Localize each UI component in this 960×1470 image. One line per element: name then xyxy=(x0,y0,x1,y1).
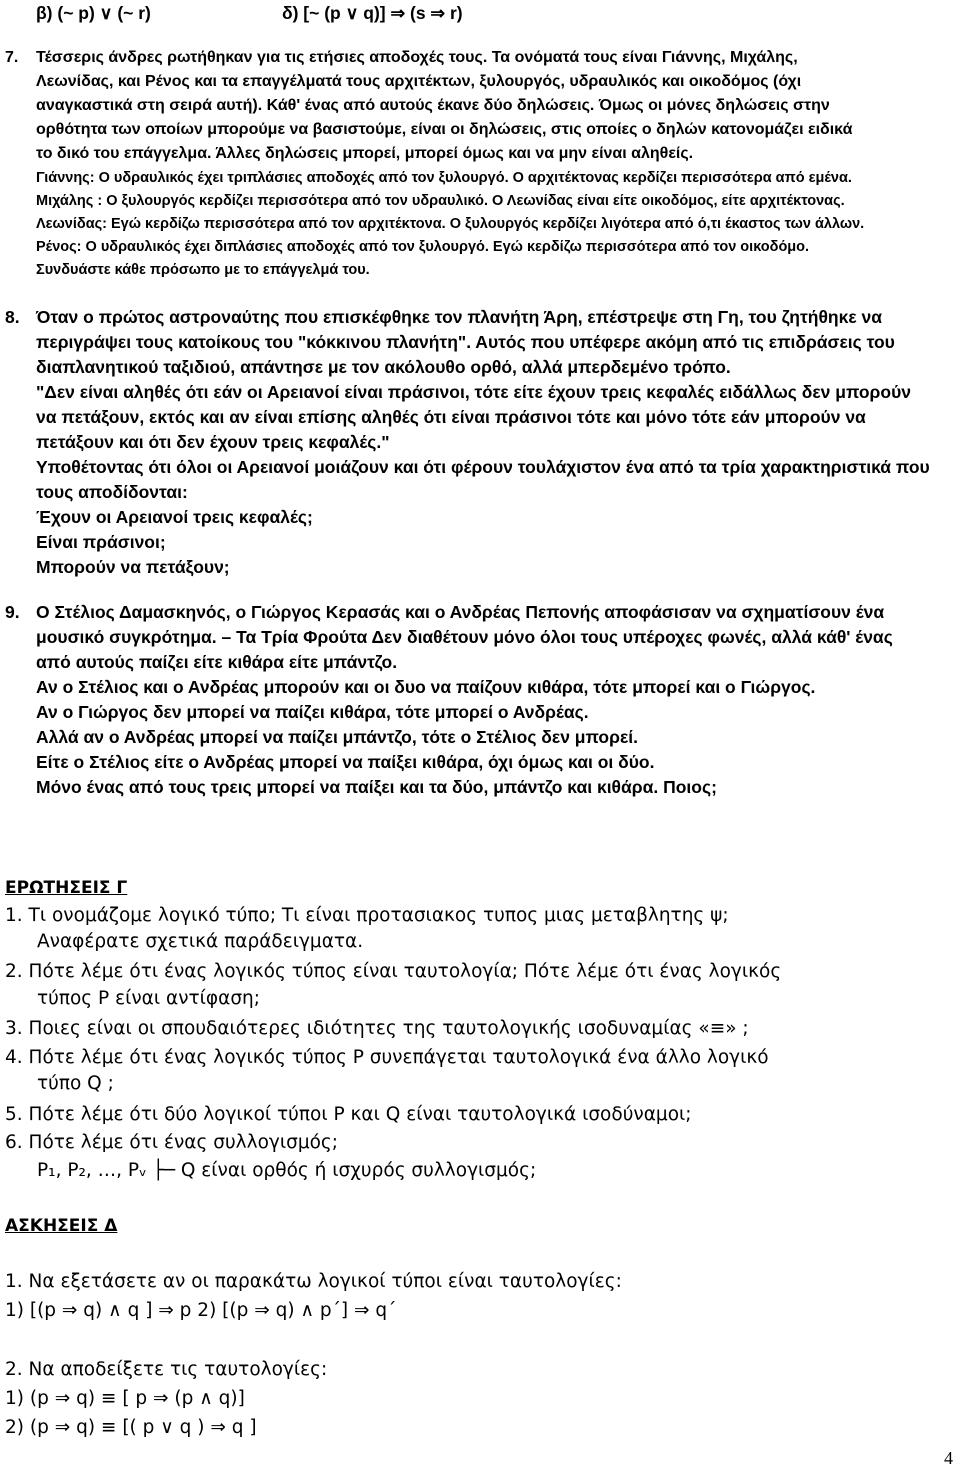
question-6-formula: P₁, P₂, …, Pᵥ ├─ Q είναι ορθός ή ισχυρός συλλογισμός; xyxy=(37,1160,537,1181)
question-4: 4. Πότε λέμε ότι ένας λογικός τύπος P συνεπάγεται ταυτολογικά ένα άλλο λογικό xyxy=(5,1047,769,1068)
question-1-cont: Αναφέρατε σχετικά παράδειγματα. xyxy=(37,931,364,952)
q8-line: να πετάξουν, εκτός και αν είναι επίσης αληθές ότι είναι πράσινοι τότε και μόνο τότε εάν μπορούν να xyxy=(36,407,866,427)
page-number: 4 xyxy=(944,1448,953,1468)
question-1: 1. Τι ονομάζομε λογικό τύπο; Τι είναι προτασιακος τυπος μιας μεταβλητης ψ; xyxy=(5,905,729,926)
question-2-cont: τύπος P είναι αντίφαση; xyxy=(37,988,261,1009)
q8-line: Υποθέτοντας ότι όλοι οι Αρειανοί μοιάζουν και ότι φέρουν τουλάχιστον ένα από τα τρία χαρακτηριστικά που xyxy=(36,457,930,477)
q8-line: περιγράψει τους κατοίκους του "κόκκινου πλανήτη". Αυτός που υπέφερε ακόμη από τις επιδράσεις του xyxy=(36,332,895,352)
q9-line: μουσικό συγκρότημα. – Τα Τρία Φρούτα Δεν διαθέτουν μόνο όλοι τους υπέροχες φωνές, αλλά κάθ' ένας xyxy=(36,627,893,647)
question-3: 3. Ποιες είναι οι σπουδαιότερες ιδιότητες της ταυτολογικής ισοδυναμίας «≡» ; xyxy=(5,1018,749,1039)
q9-line: Αν ο Στέλιος και ο Ανδρέας μπορούν και οι δυο να παίζουν κιθάρα, τότε μπορεί και ο Γιώργος. xyxy=(36,677,816,697)
question-6: 6. Πότε λέμε ότι ένας συλλογισμός; xyxy=(5,1132,338,1153)
question-5: 5. Πότε λέμε ότι δύο λογικοί τύποι P και Q είναι ταυτολογικά ισοδύναμοι; xyxy=(5,1104,692,1125)
q7-statement: Ρένος: Ο υδραυλικός έχει διπλάσιες αποδοχές από τον ξυλουργό. Εγώ κερδίζω περισσότερα από τον οικοδόμο. xyxy=(36,239,810,255)
q7-instruction: Συνδυάστε κάθε πρόσωπο με το επάγγελμά του. xyxy=(36,262,370,278)
q8-question: Έχουν οι Αρειανοί τρεις κεφαλές; xyxy=(36,507,313,527)
q8-line: Όταν ο πρώτος αστροναύτης που επισκέφθηκε τον πλανήτη Άρη, επέστρεψε στη Γη, του ζητήθηκε να xyxy=(36,307,883,327)
exercise-1: 1. Να εξετάσετε αν οι παρακάτω λογικοί τύποι είναι ταυτολογίες: xyxy=(5,1271,622,1292)
q9-line: Μόνο ένας από τους τρεις μπορεί να παίξει και τα δύο, μπάντζο και κιθάρα. Ποιος; xyxy=(36,777,717,797)
q7-statement: Λεωνίδας: Εγώ κερδίζω περισσότερα από τον αρχιτέκτονα. Ο ξυλουργός κερδίζει λιγότερα από ό,τι έκαστος των άλλων. xyxy=(36,216,865,232)
q9-line: Ο Στέλιος Δαμασκηνός, ο Γιώργος Κερασάς και ο Ανδρέας Πεπονής αποφάσισαν να σχηματίσουν ένα xyxy=(36,602,885,622)
formula-beta: β) (~ p) ∨ (~ r) xyxy=(36,3,151,23)
exercise-1-formulas: 1) [(p ⇒ q) ∧ q ] ⇒ p 2) [(p ⇒ q) ∧ p΄] ⇒ q΄ xyxy=(5,1300,397,1321)
section-exercises-heading: ΑΣΚΗΣΕΙΣ Δ xyxy=(5,1216,118,1236)
q7-statement: Μιχάλης : Ο ξυλουργός κερδίζει περισσότερα από τον υδραυλικό. Ο Λεωνίδας είναι είτε οικοδόμος, είτε αρχιτέκτονας. xyxy=(36,193,845,209)
exercise-2-formula: 2) (p ⇒ q) ≡ [( p ∨ q ) ⇒ q ] xyxy=(5,1417,257,1438)
q8-question: Μπορούν να πετάξουν; xyxy=(36,557,230,577)
q8-line: διαπλανητικού ταξιδιού, απάντησε με τον ακόλουθο ορθό, αλλά μπερδεμένο τρόπο. xyxy=(36,357,731,377)
q7-number: 7. xyxy=(5,49,19,66)
question-2: 2. Πότε λέμε ότι ένας λογικός τύπος είναι ταυτολογία; Πότε λέμε ότι ένας λογικός xyxy=(5,961,782,982)
q9-line: από αυτούς παίζει είτε κιθάρα είτε μπάντζο. xyxy=(36,652,398,672)
q7-line: το δικό του επάγγελμα. Άλλες δηλώσεις μπορεί, μπορεί όμως και να μην είναι αληθείς. xyxy=(36,145,694,162)
q9-line: Είτε ο Στέλιος είτε ο Ανδρέας μπορεί να παίξει κιθάρα, όχι όμως και οι δύο. xyxy=(36,752,655,772)
formula-delta: δ) [~ (p ∨ q)] ⇒ (s ⇒ r) xyxy=(282,3,463,23)
q8-line: "Δεν είναι αληθές ότι εάν οι Αρειανοί είναι πράσινοι, τότε είτε έχουν τρεις κεφαλές ειδάλλως δεν μπορούν xyxy=(36,382,911,402)
q9-line: Αλλά αν ο Ανδρέας μπορεί να παίζει μπάντζο, τότε ο Στέλιος δεν μπορεί. xyxy=(36,727,638,747)
q8-question: Είναι πράσινοι; xyxy=(36,532,166,552)
question-4-cont: τύπο Q ; xyxy=(37,1073,114,1094)
q8-line: πετάξουν και ότι δεν έχουν τρεις κεφαλές." xyxy=(36,432,390,452)
q7-line: ορθότητα των οποίων μπορούμε να βασιστούμε, είναι οι δηλώσεις, στις οποίες ο δηλών κατονομάζει ειδικά xyxy=(36,121,853,138)
q7-line: Τέσσερις άνδρες ρωτήθηκαν για τις ετήσιες αποδοχές τους. Τα ονόματά τους είναι Γιάννης, Μιχάλης, xyxy=(36,49,798,66)
q8-line: τους αποδίδονται: xyxy=(36,482,188,502)
q7-line: αναγκαστικά στη σειρά αυτή). Κάθ' ένας από αυτούς έκανε δύο δηλώσεις. Όμως οι μόνες δηλώσεις στην xyxy=(36,97,830,114)
q8-number: 8. xyxy=(5,307,20,327)
section-questions-heading: ΕΡΩΤΗΣΕΙΣ Γ xyxy=(5,878,128,898)
q7-line: Λεωνίδας, και Ρένος και τα επαγγέλματά τους αρχιτέκτων, ξυλουργός, υδραυλικός και οικοδόμος (όχι xyxy=(36,73,802,90)
q9-line: Αν ο Γιώργος δεν μπορεί να παίζει κιθάρα, τότε μπορεί ο Ανδρέας. xyxy=(36,702,589,722)
exercise-2: 2. Να αποδείξετε τις ταυτολογίες: xyxy=(5,1359,328,1380)
q9-number: 9. xyxy=(5,602,20,622)
q7-statement: Γιάννης: Ο υδραυλικός έχει τριπλάσιες αποδοχές από τον ξυλουργό. Ο αρχιτέκτονας κερδίζει περισσότερα από εμένα. xyxy=(36,170,852,186)
exercise-2-formula: 1) (p ⇒ q) ≡ [ p ⇒ (p ∧ q)] xyxy=(5,1388,245,1409)
